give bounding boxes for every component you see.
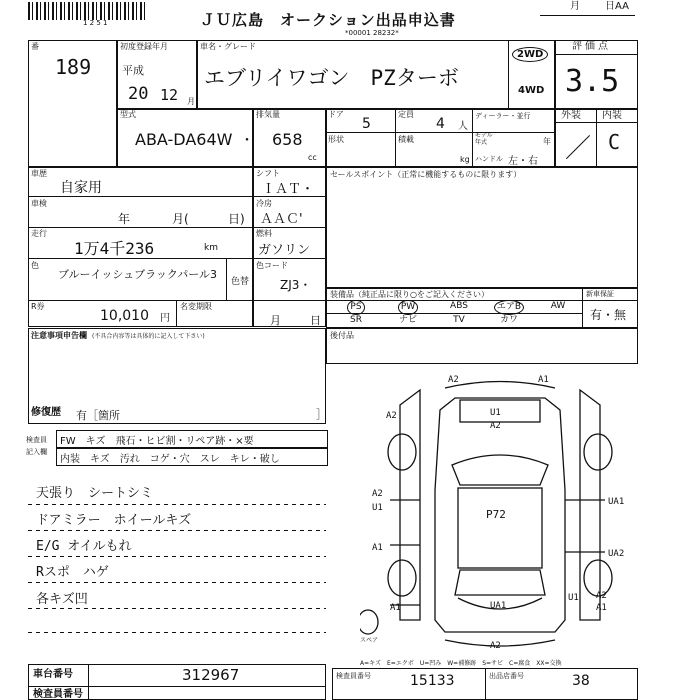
note-rule (28, 608, 326, 609)
diagram-mark: A2 (596, 591, 607, 601)
equip-ps (330, 300, 382, 314)
mileage-value: 1万4千236 (74, 239, 155, 258)
diagram-mark: A1 (538, 375, 549, 385)
divider (582, 288, 583, 328)
exterior-value: ／ (565, 134, 592, 164)
seller-label: 出品店番号 (489, 672, 524, 680)
color-value: ブルーイッシュブラックパール3 (58, 268, 218, 281)
repair-label: 修復歴 (31, 407, 61, 418)
check-row-2: 内装 キズ 汚れ コゲ・穴 スレ キレ・破し (60, 454, 280, 465)
drive-4wd: 4WD (518, 85, 545, 96)
divider (555, 54, 638, 55)
equip-pw (382, 300, 434, 314)
capacity-label: 定員 (398, 110, 414, 119)
divider (116, 40, 118, 167)
check-row-1: FW キズ 飛石・ヒビ割・リペア跡・×要 (60, 436, 254, 447)
check-row-1-box (56, 430, 328, 448)
handle-label: ハンドル (475, 155, 503, 163)
recycle-label: R券 (31, 302, 45, 311)
note-rule (28, 632, 326, 633)
usage-label: 車歴 (31, 169, 47, 178)
handwritten-note-2: ドアミラー ホイールキズ (36, 513, 192, 528)
model-suffix: ・ (240, 133, 254, 149)
color-change-label: 色替 (231, 277, 250, 287)
exterior-label: 外装 (561, 110, 581, 121)
divider (472, 108, 473, 167)
after-install-box (326, 328, 638, 364)
seller-number: 38 (572, 673, 590, 689)
top-section (28, 40, 638, 167)
equip-tv: TV (453, 315, 465, 325)
registration-era: 平成 (122, 64, 144, 77)
notes-sub: (不具合内容等は具体的に記入して下さい) (92, 333, 205, 340)
mileage-unit: km (204, 243, 218, 253)
repair-value: 有［箇所 (76, 409, 120, 422)
inspection-label: 車検 (31, 199, 47, 208)
inspection-year: 年 (118, 212, 131, 226)
note-rule (28, 556, 326, 557)
inspector-number: 15133 (410, 673, 455, 689)
diagram-mark: A1 (596, 603, 607, 613)
warranty-value: 有・無 (590, 308, 627, 322)
equip-abs: ABS (450, 301, 468, 311)
grade-score: 3.5 (565, 64, 620, 99)
diagram-mark: A2 (448, 375, 459, 385)
spare-label: スペア (360, 637, 379, 644)
divider (596, 108, 597, 167)
inspection-day: 日) (228, 212, 245, 226)
model-year-label: モデル年式 (475, 132, 493, 146)
displacement-value: 658 (272, 130, 303, 149)
diagram-mark: A2 (490, 421, 501, 431)
loading-label: 積載 (398, 135, 414, 144)
recycle-value: 10,010 (100, 308, 149, 324)
grade-label: 評価点 (572, 41, 611, 52)
color-code-label: 色コード (256, 261, 288, 270)
notes-box (28, 328, 326, 424)
barcode-number: 1 2 5 1 (83, 19, 108, 27)
equipment-label: 装備品（純正品に限り○をご記入ください） (330, 290, 489, 299)
diagram-mark: A2 (372, 489, 383, 499)
equip-sr: SR (350, 315, 362, 325)
barcode-box (28, 2, 148, 26)
usage-value: 自家用 (60, 180, 102, 196)
shift-label: シフト (256, 169, 280, 178)
divider (395, 108, 396, 167)
notes-label: 注意事項申告欄 (31, 331, 87, 340)
divider (252, 167, 254, 327)
color-label: 色 (31, 261, 39, 270)
diagram-mark: U1 (372, 503, 383, 513)
barcode-graphic (28, 2, 148, 20)
diagram-mark: A1 (390, 603, 401, 613)
diagram-mark: P72 (486, 508, 506, 521)
divider (196, 40, 198, 108)
registration-label: 初度登録年月 (120, 42, 168, 51)
kg-label: kg (460, 155, 470, 164)
recycle-unit: 円 (160, 313, 170, 324)
shift-value: ＩＡＴ・ (262, 182, 315, 197)
diagram-mark: UA2 (608, 549, 625, 559)
check-row-2-box (56, 448, 328, 466)
inspection-month: 月( (172, 212, 189, 226)
displacement-unit: cc (308, 153, 317, 162)
capacity-unit: 人 (458, 121, 468, 132)
drive-2wd (512, 47, 548, 62)
diagram-mark: A2 (386, 411, 397, 421)
divider (485, 668, 486, 700)
capacity-value: 4 (436, 116, 445, 132)
sales-point-box (326, 167, 638, 288)
check-label: 検査員記入欄 (26, 436, 47, 456)
inspector-label: 検査員番号 (336, 672, 371, 680)
diagram-mark: A2 (490, 641, 501, 651)
diagram-mark: U1 (568, 593, 579, 603)
mileage-label: 走行 (31, 229, 47, 238)
vehicle-name-label: 車名・グレード (200, 42, 256, 51)
fuel-value: ガソリン (258, 243, 311, 258)
equip-airbag (484, 300, 534, 314)
registration-month-unit: 月 (187, 97, 195, 106)
equip-airbag-label: エアB (494, 300, 524, 315)
model-label: 型式 (120, 110, 136, 119)
sales-point-label: セールスポイント（正常に機能するものに限ります） (330, 170, 522, 179)
equip-ps-label: PS (347, 300, 364, 315)
registration-year: 20 (128, 84, 149, 104)
interior-value: C (608, 130, 621, 154)
month-label: 月 (570, 1, 580, 12)
divider (28, 300, 326, 301)
date-underline (540, 15, 635, 16)
divider (325, 108, 327, 167)
divider (226, 258, 227, 300)
note-rule (28, 530, 326, 531)
handwritten-note-5: 各キズ凹 (36, 592, 88, 607)
car-number-value: 312967 (182, 666, 240, 684)
equip-leather: カワ (499, 315, 518, 325)
dealer-label: ディーラー・並行 (475, 112, 531, 120)
divider (88, 664, 89, 700)
drive-2wd-label: 2WD (517, 49, 544, 60)
ac-value: ＡＡＣ' (260, 212, 303, 227)
equip-navi: ナビ (398, 315, 417, 325)
equip-aw: AW (550, 301, 566, 311)
divider (508, 40, 509, 108)
legend: A=キズ E=エクボ U=凹み W=補修跡 S=サビ C=腐食 XX=交換 (360, 660, 562, 667)
vehicle-name: エブリイワゴン PZターボ (204, 66, 459, 90)
divider (28, 227, 326, 228)
diagram-mark: UA1 (608, 497, 625, 507)
body-label: 形状 (328, 135, 344, 144)
equip-pw-label: PW (398, 300, 418, 315)
inspector-label-left: 検査員番号 (33, 689, 83, 700)
diagram-mark: A1 (372, 543, 383, 553)
note-rule (28, 582, 326, 583)
registration-month: 12 (160, 86, 179, 104)
handle-value: 左・右 (508, 156, 538, 167)
name-change-day: 日 (310, 314, 321, 327)
divider (28, 686, 326, 687)
lot-number: 189 (55, 55, 92, 79)
divider (28, 258, 326, 259)
diagram-mark: UA1 (490, 601, 507, 611)
lot-label: 番 (31, 42, 39, 51)
color-code-value: ZJ3・ (280, 278, 312, 292)
diagram-mark: U1 (490, 408, 501, 418)
year-unit: 年 (543, 137, 551, 146)
car-damage-diagram (360, 370, 640, 652)
model-value: ABA-DA64W (135, 130, 233, 149)
divider (554, 40, 556, 167)
fuel-label: 燃料 (256, 229, 272, 238)
name-change-month: 月 (270, 314, 281, 327)
page-title: ＪＵ広島 オークション出品申込書 (200, 11, 456, 29)
handwritten-note-1: 天張り シートシミ (36, 486, 154, 501)
serial-number: *00001 28232* (345, 29, 399, 37)
after-install-label: 後付品 (330, 331, 354, 340)
divider (326, 132, 554, 133)
note-rule (28, 504, 326, 505)
ac-label: 冷房 (256, 199, 272, 208)
interior-label: 内装 (602, 110, 622, 121)
door-label: ドア (328, 110, 344, 119)
divider (176, 300, 177, 327)
handwritten-note-4: Rスポ ハゲ (36, 565, 109, 580)
name-change-label: 名変期限 (180, 302, 212, 311)
warranty-label: 新車保証 (586, 290, 614, 298)
repair-close: ］ (316, 408, 327, 421)
day-label: 日AA (605, 1, 629, 12)
car-number-label: 車台番号 (33, 669, 73, 680)
handwritten-note-3: E/G オイルもれ (36, 539, 132, 554)
door-value: 5 (362, 116, 371, 132)
displacement-label: 排気量 (256, 110, 280, 119)
